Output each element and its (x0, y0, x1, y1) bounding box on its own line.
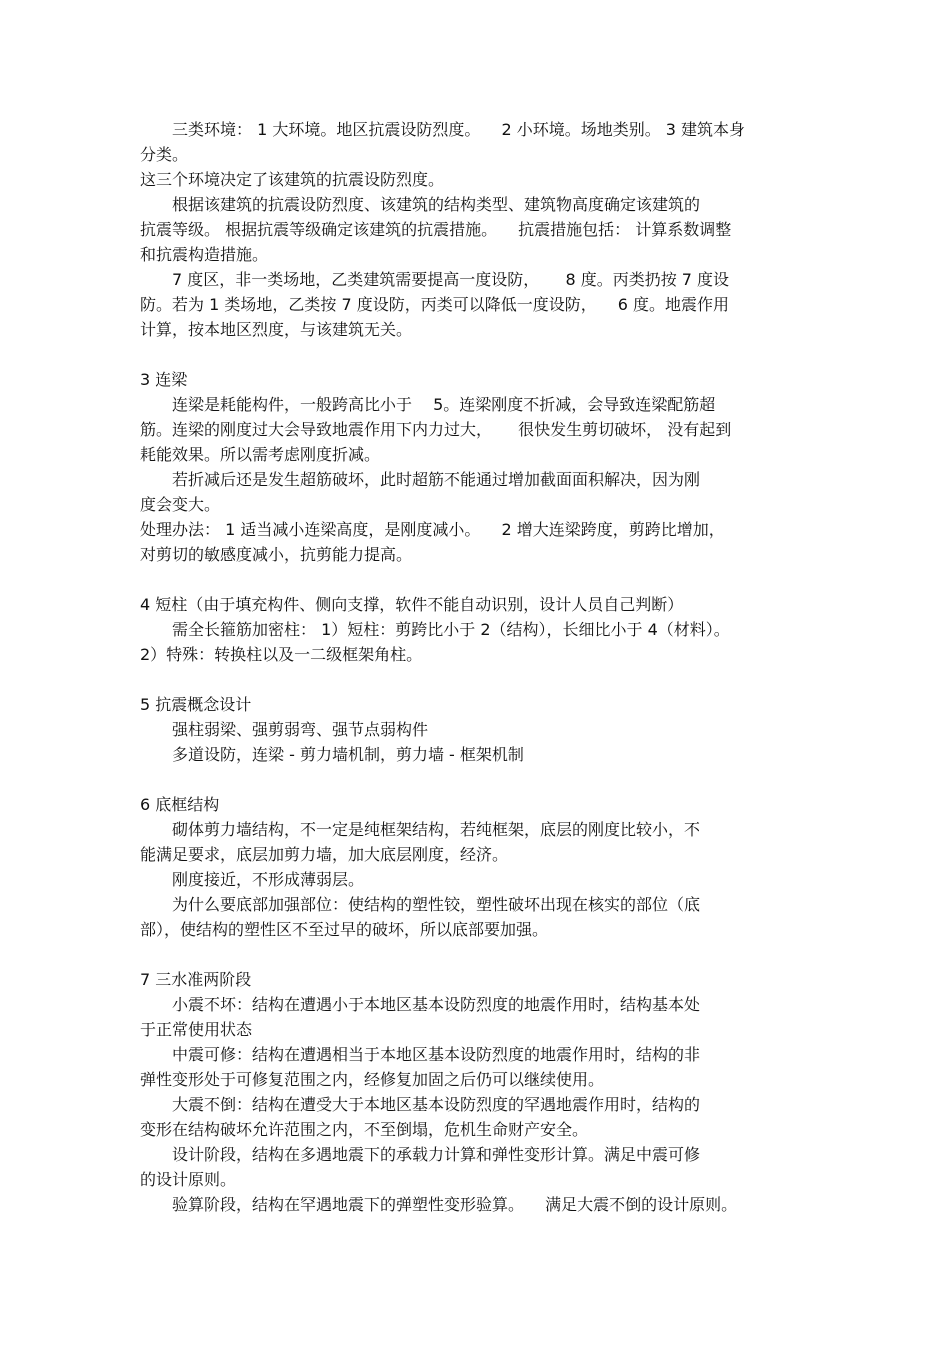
text-line: 于正常使用状态 (140, 1020, 253, 1039)
text-line: 设计阶段，结构在多遇地震下的承载力计算和弹性变形计算。满足中震可修 (140, 1145, 701, 1164)
text-line: 为什么要底部加强部位：使结构的塑性铰，塑性破坏出现在核实的部位（底 (140, 895, 701, 914)
text-line: 砌体剪力墙结构，不一定是纯框架结构，若纯框架，底层的刚度比较小，不 (140, 820, 701, 839)
section-heading: 6 底框结构 (140, 795, 220, 814)
text-line: 强柱弱梁、强剪弱弯、强节点弱构件 (140, 720, 429, 739)
text-line: 多道设防，连梁 - 剪力墙机制，剪力墙 - 框架机制 (140, 745, 524, 764)
text-line: 防。若为 1 类场地，乙类按 7 度设防，丙类可以降低一度设防， 6 度。地震作用 (140, 295, 730, 314)
text-line: 三类环境： 1 大环境。地区抗震设防烈度。 2 小环境。场地类别。 3 建筑本身 (140, 120, 746, 139)
text-line: 小震不坏：结构在遭遇小于本地区基本设防烈度的地震作用时，结构基本处 (140, 995, 701, 1014)
text-line: 需全长箍筋加密柱： 1）短柱：剪跨比小于 2（结构），长细比小于 4（材料）。 (140, 620, 730, 639)
text-line: 刚度接近，不形成薄弱层。 (140, 870, 365, 889)
text-line: 抗震等级。 根据抗震等级确定该建筑的抗震措施。 抗震措施包括： 计算系数调整 (140, 220, 732, 239)
text-line: 筋。连梁的刚度过大会导致地震作用下内力过大， 很快发生剪切破坏， 没有起到 (140, 420, 732, 439)
text-line: 计算，按本地区烈度，与该建筑无关。 (140, 320, 413, 339)
text-line: 这三个环境决定了该建筑的抗震设防烈度。 (140, 170, 445, 189)
text-line: 对剪切的敏感度减小，抗剪能力提高。 (140, 545, 413, 564)
text-line: 大震不倒：结构在遭受大于本地区基本设防烈度的罕遇地震作用时，结构的 (140, 1095, 701, 1114)
text-line: 中震可修：结构在遭遇相当于本地区基本设防烈度的地震作用时，结构的非 (140, 1045, 701, 1064)
section-heading: 3 连梁 (140, 370, 188, 389)
text-line: 根据该建筑的抗震设防烈度、该建筑的结构类型、建筑物高度确定该建筑的 (140, 195, 701, 214)
text-line: 若折减后还是发生超筋破坏，此时超筋不能通过增加截面面积解决，因为刚 (140, 470, 701, 489)
text-line: 处理办法： 1 适当减小连梁高度，是刚度减小。 2 增大连梁跨度，剪跨比增加， (140, 520, 725, 539)
text-line: 2）特殊：转换柱以及一二级框架角柱。 (140, 645, 423, 664)
text-line: 验算阶段，结构在罕遇地震下的弹塑性变形验算。 满足大震不倒的设计原则。 (140, 1195, 738, 1214)
text-line: 部），使结构的塑性区不至过早的破坏，所以底部要加强。 (140, 920, 549, 939)
section-heading: 7 三水准两阶段 (140, 970, 252, 989)
text-line: 能满足要求，底层加剪力墙，加大底层刚度，经济。 (140, 845, 509, 864)
text-line: 和抗震构造措施。 (140, 245, 269, 264)
text-line: 变形在结构破坏允许范围之内，不至倒塌，危机生命财产安全。 (140, 1120, 589, 1139)
text-line: 连梁是耗能构件，一般跨高比小于 5。连梁刚度不折减，会导致连梁配筋超 (140, 395, 716, 414)
section-heading: 4 短柱（由于填充构件、侧向支撑，软件不能自动识别，设计人员自己判断） (140, 595, 684, 614)
text-line: 的设计原则。 (140, 1170, 237, 1189)
text-line: 度会变大。 (140, 495, 221, 514)
text-line: 弹性变形处于可修复范围之内，经修复加固之后仍可以继续使用。 (140, 1070, 605, 1089)
text-line: 7 度区，非一类场地，乙类建筑需要提高一度设防， 8 度。丙类扔按 7 度设 (140, 270, 730, 289)
text-line: 耗能效果。所以需考虑刚度折减。 (140, 445, 381, 464)
text-line: 分类。 (140, 145, 189, 164)
section-heading: 5 抗震概念设计 (140, 695, 252, 714)
